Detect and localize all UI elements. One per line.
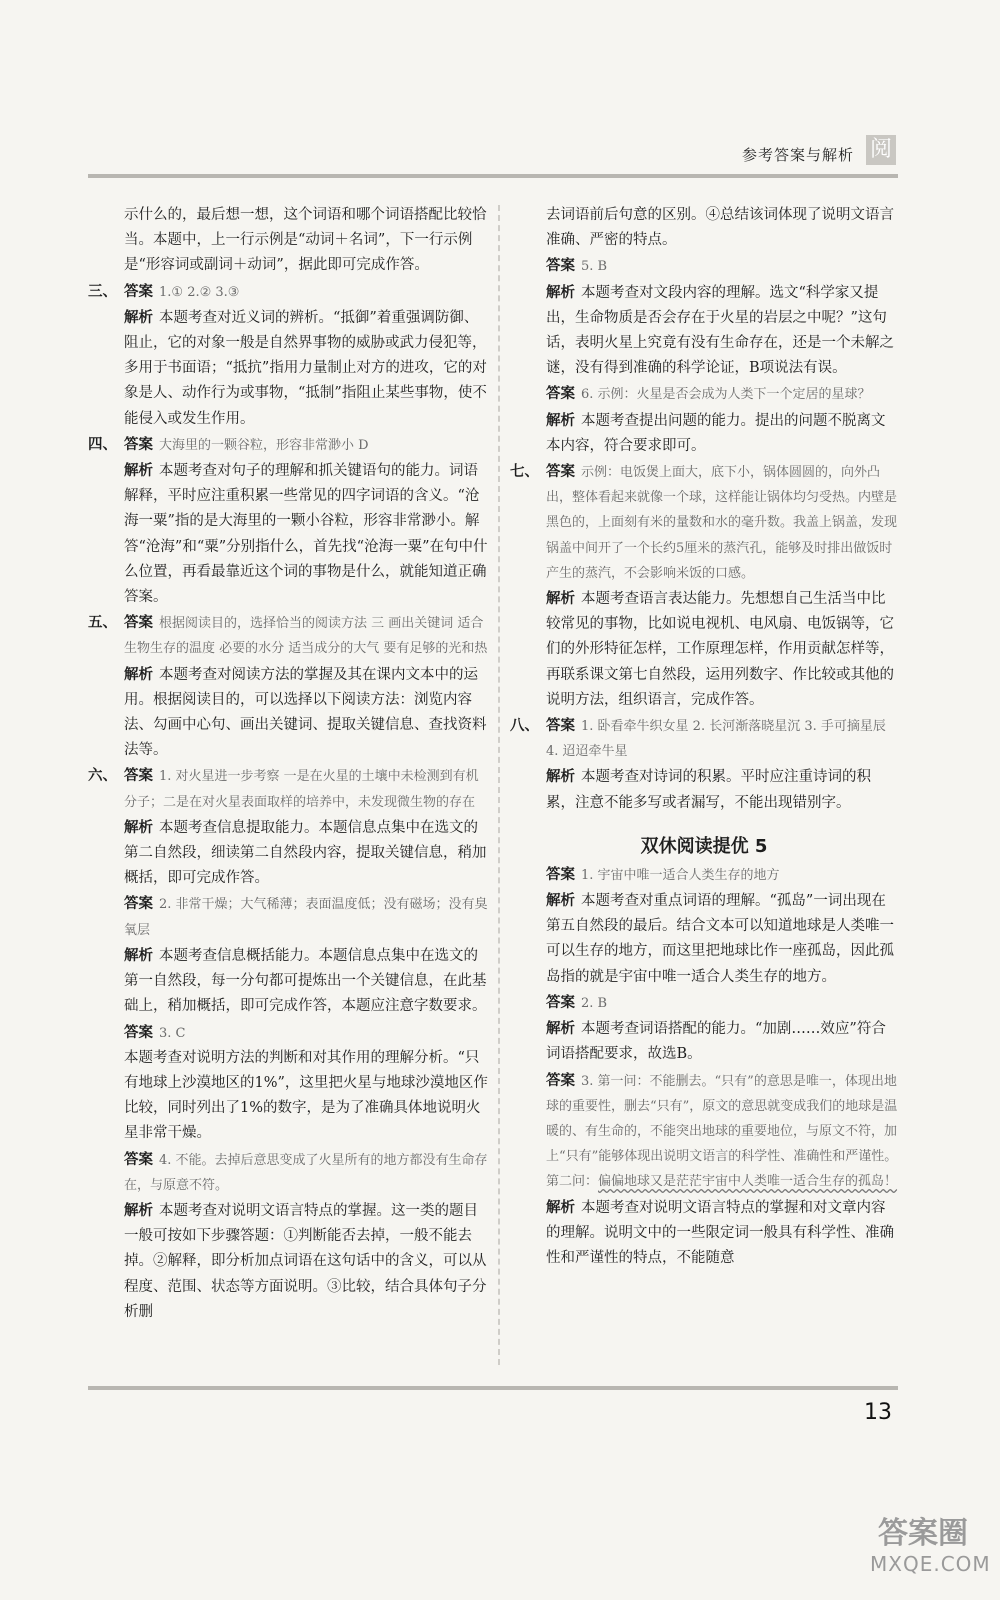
answer-text: 1. 卧看牵牛织女星 2. 长河渐落晓星沉 3. 手可摘星辰 4. 迢迢牵牛星 — [546, 719, 886, 760]
section-4 — [88, 432, 488, 610]
analysis-text: 本题考查对文段内容的理解。选文“科学家又提出，生命物质是否会存在于火星的岩层之中呢？”这句话，表明火星上究竟有没有生命存在，还是一个未解之谜，没有得到准确的科学论证，B项说法有误。 — [546, 284, 894, 377]
answer-text: 1. 对火星进一步考察 一是在火星的土壤中未检测到有机分子；二是在对火星表面取样的培养中，未发现微生物的存在 — [124, 769, 479, 810]
analysis-label: 解析 — [546, 768, 575, 786]
analysis-text: 本题考查对说明方法的判断和对其作用的理解分析。“只有地球上沙漠地区的1%”，这里把火星与地球沙漠地区作比较，同时列出了1%的数字，是为了准确具体地说明火星非常干燥。 — [124, 1049, 488, 1142]
section-number: 四、 — [88, 435, 117, 453]
analysis-text: 本题考查语言表达能力。先想想自己生活当中比较常见的事物，比如说电视机、电风扇、电饭锅等，它们的外形特征怎样，工作原理怎样，作用贡献怎样等，再联系课文第七自然段，运用列数字、作比较或其他的说明方法，组织语言，完成作答。 — [546, 591, 894, 708]
analysis-label: 解析 — [124, 308, 153, 326]
answer-text: 1.① 2.② 3.③ — [159, 284, 240, 300]
header-divider — [88, 174, 898, 178]
answer-text: 2. 非常干燥；大气稀薄；表面温度低；没有磁场；没有臭氧层 — [124, 897, 488, 938]
answer-label: 答案 — [124, 282, 153, 300]
answer-label: 答案 — [546, 385, 575, 403]
section-number: 三、 — [88, 282, 117, 300]
answer-text: 示例：电饭煲上面大，底下小，锅体圆圆的，向外凸出，整体看起来就像一个球，这样能让锅体均匀受热。内壁是黑色的，上面刻有米的量数和水的毫升数。我盖上锅盖，发现锅盖中间开了一个长约5厘米的蒸汽孔，能够及时排出做饭时产生的蒸汽，不会影响米饭的口感。 — [546, 465, 898, 581]
analysis-label: 解析 — [124, 665, 153, 683]
header-title: 参考答案与解析 — [742, 146, 855, 164]
answer-text: 2. B — [581, 995, 608, 1011]
column-divider — [498, 205, 500, 1365]
section-5 — [88, 610, 488, 763]
analysis-text: 本题考查信息提取能力。本题信息点集中在选文的第二自然段，细读第二自然段内容，提取关键信息，稍加概括，即可完成作答。 — [124, 819, 487, 887]
continued-paragraph: 去词语前后句意的区别。④总结该词体现了说明文语言准确、严密的特点。 — [546, 207, 894, 249]
underlined-answer: 偏偏地球又是茫茫宇宙中人类唯一适合生存的孤岛！ — [598, 1174, 898, 1190]
watermark-url: MXQE.COM — [870, 1552, 991, 1576]
answer-text: 大海里的一颗谷粒，形容非常渺小 D — [159, 437, 369, 453]
subject-badge-icon: 阅 — [866, 135, 896, 165]
section-number: 八、 — [510, 717, 539, 735]
analysis-label: 解析 — [124, 1201, 153, 1219]
answer-label: 答案 — [546, 865, 575, 883]
answer-text: 5. B — [581, 259, 608, 275]
answer-label: 答案 — [124, 614, 153, 632]
answer-label: 答案 — [546, 717, 575, 735]
right-column — [510, 203, 898, 1271]
answer-label: 答案 — [124, 1150, 153, 1168]
analysis-text: 本题考查信息概括能力。本题信息点集中在选文的第一自然段，每一分句都可提炼出一个关键信息，在此基础上，稍加概括，即可完成作答，本题应注意字数要求。 — [124, 947, 487, 1015]
subsection-title: 双休阅读提优 5 — [640, 835, 768, 857]
analysis-label: 解析 — [546, 283, 575, 301]
section-8 — [510, 713, 898, 816]
analysis-text: 本题考查词语搭配的能力。“加剧……效应”符合词语搭配要求，故选B。 — [546, 1021, 886, 1063]
analysis-label: 解析 — [124, 818, 153, 836]
answer-label: 答案 — [124, 435, 153, 453]
analysis-label: 解析 — [546, 1198, 575, 1216]
analysis-label: 解析 — [124, 946, 153, 964]
analysis-text: 本题考查提出问题的能力。提出的问题不脱离文本内容，符合要求即可。 — [546, 412, 886, 454]
answer-label: 答案 — [546, 1071, 575, 1089]
analysis-text: 本题考查对句子的理解和抓关键语句的能力。词语解释，平时应注重积累一些常见的四字词语的含义。“沧海一粟”指的是大海里的一颗小谷粒，形容非常渺小。解答“沧海”和“粟”分别指什么，首先找“沧海一粟”在句中什么位置，再看最靠近这个词的事物是什么，就能知道正确答案。 — [124, 463, 488, 606]
analysis-text: 本题考查对说明文语言特点的掌握和对文章内容的理解。说明文中的一些限定词一般具有科学性、准确性和严谨性的特点，不能随意 — [546, 1199, 894, 1266]
analysis-label: 解析 — [546, 1020, 575, 1038]
section-6 — [88, 763, 488, 1324]
answer-text: 1. 宇宙中唯一适合人类生存的地方 — [581, 867, 780, 883]
analysis-label: 解析 — [546, 411, 575, 429]
analysis-text: 本题考查对诗词的积累。平时应注重诗词的积累，注意不能多写或者漏写，不能出现错别字。 — [546, 769, 871, 811]
answer-prefix: 第二问： — [546, 1174, 599, 1190]
section-3 — [88, 279, 488, 432]
answer-label: 答案 — [124, 1023, 153, 1041]
section-number: 六、 — [88, 767, 117, 785]
watermark-logo: 答案圈 — [878, 1516, 968, 1551]
answer-text: 4. 不能。去掉后意思变成了火星所有的地方都没有生命存在，与原意不符。 — [124, 1152, 488, 1193]
answer-label: 答案 — [546, 257, 575, 275]
section-7 — [510, 459, 898, 713]
analysis-text: 本题考查对近义词的辨析。“抵御”着重强调防御、阻止，它的对象一般是自然界事物的威胁或武力侵犯等，多用于书面语；“抵抗”指用力量制止对方的进攻，它的对象是人、动作行为或事物，“抵制”指阻止某些事物，使不能侵入或发生作用。 — [124, 309, 487, 427]
analysis-label: 解析 — [124, 462, 153, 480]
answer-text: 3. C — [159, 1025, 186, 1041]
intro-paragraph: 示什么的，最后想一想，这个词语和哪个词语搭配比较恰当。本题中，上一行示例是“动词＋名词”，下一行示例是“形容词或副词＋动词”，据此即可完成作答。 — [124, 207, 487, 274]
answer-text: 3. 第一问：不能删去。“只有”的意思是唯一，体现出地球的重要性，删去“只有”，原文的意思就变成我们的地球是温暖的、有生命的，不能突出地球的重要地位，与原文不符，加上“只有”能够体现出说明文语言的科学性、准确性和严谨性。 — [546, 1073, 898, 1165]
analysis-text: 本题考查对说明文语言特点的掌握。这一类的题目一般可按如下步骤答题：①判断能否去掉，一般不能去掉。②解释，即分析加点词语在这句话中的含义，可以从程度、范围、状态等方面说明。③比较，结合具体句子分析删 — [124, 1202, 487, 1320]
answer-label: 答案 — [124, 767, 153, 785]
answer-text: 根据阅读目的，选择恰当的阅读方法 三 画出关键词 适合生物生存的温度 必要的水分 适当成分的大气 要有足够的光和热 — [124, 616, 488, 657]
answer-label: 答案 — [124, 895, 153, 913]
page-number: 13 — [864, 1400, 892, 1425]
footer-divider — [88, 1386, 898, 1390]
answer-text: 6. 示例：火星是否会成为人类下一个定居的星球？ — [581, 387, 871, 403]
analysis-label: 解析 — [546, 892, 575, 910]
analysis-label: 解析 — [546, 590, 575, 608]
answer-label: 答案 — [546, 993, 575, 1011]
answer-label: 答案 — [546, 463, 575, 481]
analysis-text: 本题考查对阅读方法的掌握及其在课内文本中的运用。根据阅读目的，可以选择以下阅读方法：浏览内容法、勾画中心句、画出关键词、提取关键信息、查找资料法等。 — [124, 666, 487, 759]
section-number: 五、 — [88, 614, 117, 632]
analysis-text: 本题考查对重点词语的理解。“孤岛”一词出现在第五自然段的最后。结合文本可以知道地球是人类唯一可以生存的地方，而这里把地球比作一座孤岛，因此孤岛指的就是宇宙中唯一适合人类生存的地方。 — [546, 893, 894, 985]
section-number: 七、 — [510, 463, 539, 481]
left-column — [88, 203, 488, 1325]
